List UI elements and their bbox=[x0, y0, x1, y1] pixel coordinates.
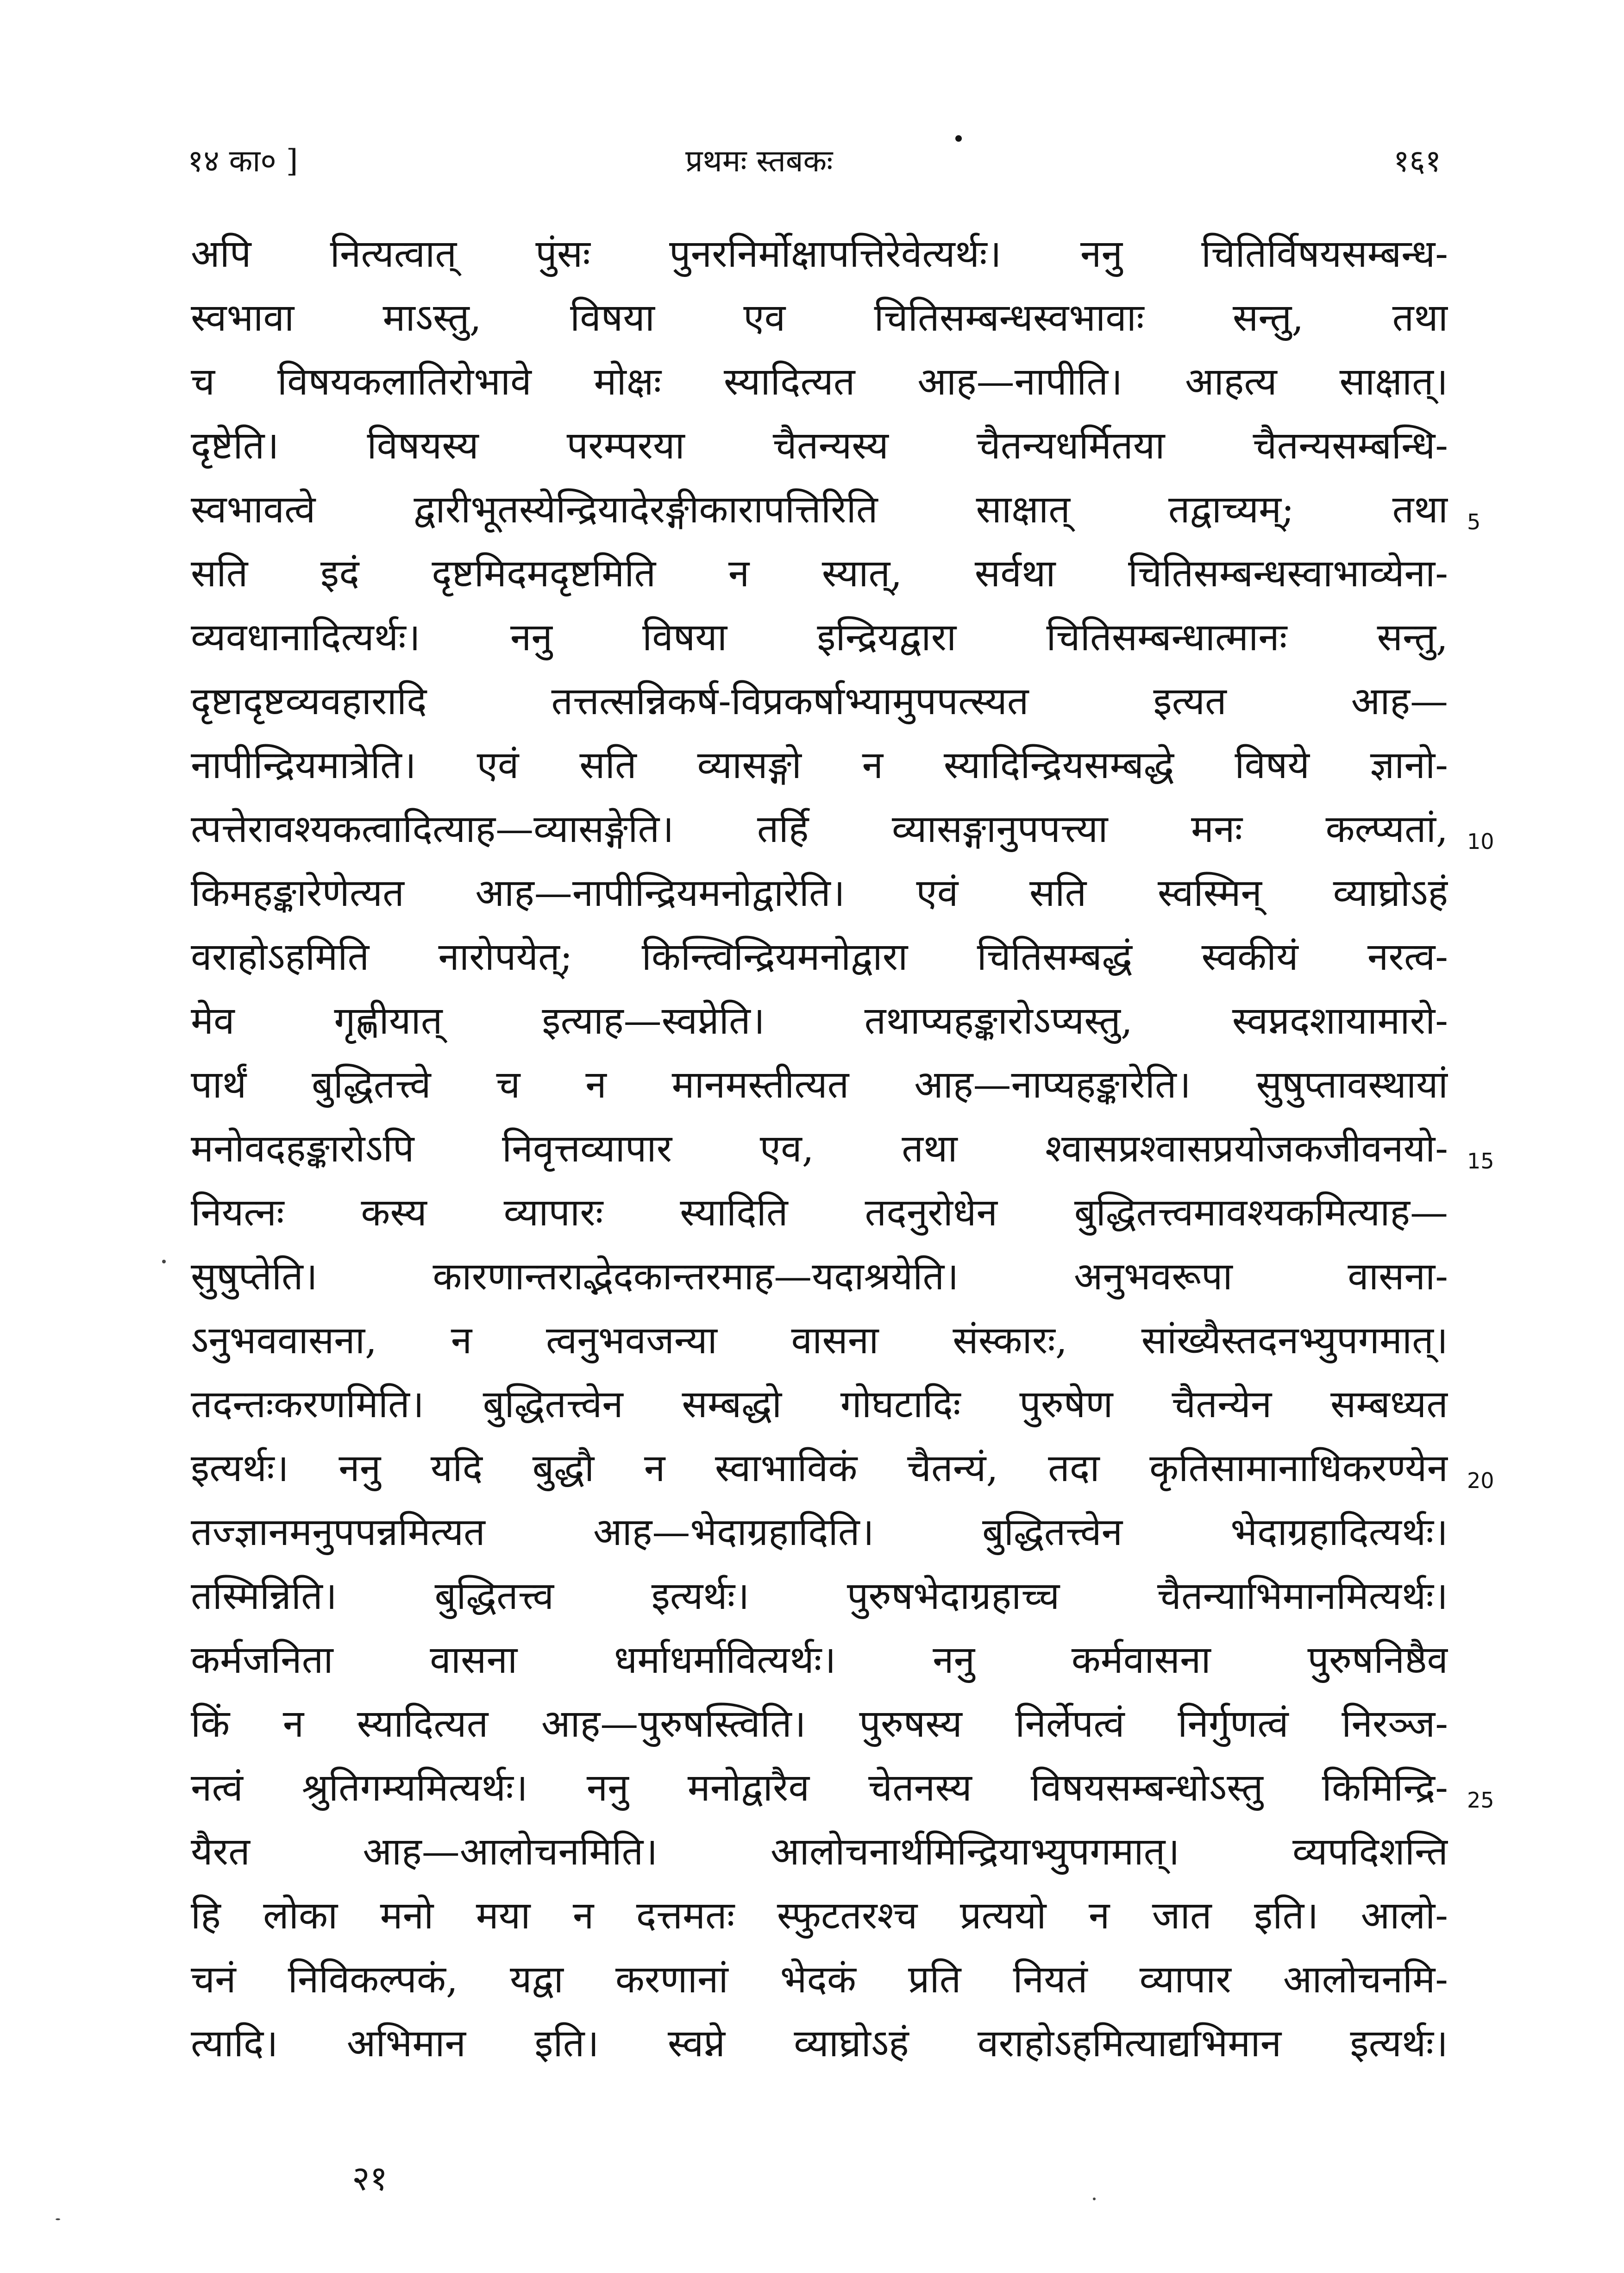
scan-speck bbox=[162, 1260, 166, 1263]
text-line: स्वभावत्वे द्वारीभूतस्येन्द्रियादेरङ्गीकारापत्तिरिति साक्षात् तद्वाच्यम्; तथा bbox=[191, 488, 1448, 532]
text-line: व्यवधानादित्यर्थः। ननु विषया इन्द्रियद्वारा चितिसम्बन्धात्मानः सन्तु, bbox=[191, 615, 1448, 659]
text-line: दृष्टादृष्टव्यवहारादि तत्तत्सन्निकर्ष-विप्रकर्षाभ्यामुपपत्स्यत इत्यत आह— bbox=[191, 679, 1448, 723]
scan-speck bbox=[56, 2218, 60, 2220]
line-number-marker: 15 bbox=[1467, 1149, 1494, 1174]
running-head-title: प्रथमः स्तबकः bbox=[685, 143, 833, 179]
text-line: मनोवदहङ्कारोऽपि निवृत्तव्यापार एव, तथा श्वासप्रश्वासप्रयोजकजीवनयो- bbox=[191, 1127, 1448, 1171]
text-line: इत्यर्थः। ननु यदि बुद्धौ न स्वाभाविकं चैतन्यं, तदा कृतिसामानाधिकरण्येन bbox=[191, 1446, 1448, 1490]
commentary-text bbox=[191, 222, 1448, 2076]
scan-speck bbox=[1093, 2198, 1096, 2200]
text-line: सति इदं दृष्टमिदमदृष्टमिति न स्यात्, सर्वथा चितिसम्बन्धस्वाभाव्येना- bbox=[191, 552, 1448, 596]
line-number-marker: 25 bbox=[1467, 1788, 1494, 1813]
signature-mark: २१ bbox=[352, 2159, 388, 2198]
text-line: वराहोऽहमिति नारोपयेत्; किन्त्विन्द्रियमनोद्वारा चितिसम्बद्धं स्वकीयं नरत्व- bbox=[191, 935, 1448, 979]
text-line: नियत्नः कस्य व्यापारः स्यादिति तदनुरोधेन बुद्धितत्त्वमावश्यकमित्याह— bbox=[191, 1191, 1448, 1235]
text-line: यैरत आह—आलोचनमिति। आलोचनार्थमिन्द्रियाभ्युपगमात्। व्यपदिशन्ति bbox=[191, 1830, 1448, 1874]
text-line: नापीन्द्रियमात्रेति। एवं सति व्यासङ्गो न स्यादिन्द्रियसम्बद्धे विषये ज्ञानो- bbox=[191, 743, 1448, 787]
text-line: त्यादि। अभिमान इति। स्वप्ने व्याघ्रोऽहं वराहोऽहमित्याद्यभिमान इत्यर्थः। bbox=[191, 2022, 1448, 2066]
text-line: च विषयकलातिरोभावे मोक्षः स्यादित्यत आह—नापीति। आहत्य साक्षात्। bbox=[191, 360, 1448, 404]
line-number-marker: 20 bbox=[1467, 1468, 1494, 1493]
text-line: तस्मिन्निति। बुद्धितत्त्व इत्यर्थः। पुरुषभेदाग्रहाच्च चैतन्याभिमानमित्यर्थः। bbox=[191, 1574, 1448, 1618]
stray-dot bbox=[955, 135, 962, 142]
text-line: किमहङ्कारेणेत्यत आह—नापीन्द्रियमनोद्वारेति। एवं सति स्वस्मिन् व्याघ्रोऽहं bbox=[191, 871, 1448, 915]
text-line: ऽनुभववासना, न त्वनुभवजन्या वासना संस्कारः, सांख्यैस्तदनभ्युपगमात्। bbox=[191, 1319, 1448, 1363]
text-line: कर्मजनिता वासना धर्माधर्मावित्यर्थः। ननु कर्मवासना पुरुषनिष्ठैव bbox=[191, 1638, 1448, 1682]
text-line: हि लोका मनो मया न दत्तमतः स्फुटतरश्च प्रत्ययो न जात इति। आलो- bbox=[191, 1894, 1448, 1938]
text-line: तज्ज्ञानमनुपपन्नमित्यत आह—भेदाग्रहादिति। बुद्धितत्त्वेन भेदाग्रहादित्यर्थः। bbox=[191, 1510, 1448, 1554]
text-line: चनं निविकल्पकं, यद्वा करणानां भेदकं प्रति नियतं व्यापार आलोचनमि- bbox=[191, 1958, 1448, 2002]
text-line: पार्थं बुद्धितत्त्वे च न मानमस्तीत्यत आह—नाप्यहङ्कारेति। सुषुप्तावस्थायां bbox=[191, 1063, 1448, 1107]
text-line: सुषुप्तेति। कारणान्तराद्भेदकान्तरमाह—यदाश्रयेति। अनुभवरूपा वासना- bbox=[191, 1255, 1448, 1299]
line-number-marker: 10 bbox=[1467, 829, 1494, 854]
text-line: त्पत्तेरावश्यकत्वादित्याह—व्यासङ्गेति। तर्हि व्यासङ्गानुपपत्त्या मनः कल्प्यतां, bbox=[191, 807, 1448, 851]
running-head-left: १४ का० ] bbox=[188, 143, 298, 179]
text-line: दृष्टेति। विषयस्य परम्परया चैतन्यस्य चैतन्यधर्मितया चैतन्यसम्बन्धि- bbox=[191, 424, 1448, 468]
text-line: तदन्तःकरणमिति। बुद्धितत्त्वेन सम्बद्धो गोघटादिः पुरुषेण चैतन्येन सम्बध्यत bbox=[191, 1382, 1448, 1426]
text-line: मेव गृह्णीयात् इत्याह—स्वप्नेति। तथाप्यहङ्कारोऽप्यस्तु, स्वप्नदशायामारो- bbox=[191, 999, 1448, 1043]
text-line: नत्वं श्रुतिगम्यमित्यर्थः। ननु मनोद्वारैव चेतनस्य विषयसम्बन्धोऽस्तु किमिन्द्रि- bbox=[191, 1766, 1448, 1810]
text-line: स्वभावा माऽस्तु, विषया एव चितिसम्बन्धस्वभावाः सन्तु, तथा bbox=[191, 296, 1448, 340]
line-number-marker: 5 bbox=[1467, 509, 1481, 534]
text-line: अपि नित्यत्वात् पुंसः पुनरनिर्मोक्षापत्तिरेवेत्यर्थः। ननु चितिर्विषयसम्बन्ध- bbox=[191, 232, 1448, 276]
text-line: किं न स्यादित्यत आह—पुरुषस्त्विति। पुरुषस्य निर्लेपत्वं निर्गुणत्वं निरञ्ज- bbox=[191, 1702, 1448, 1746]
page-number: १६१ bbox=[1393, 143, 1441, 179]
